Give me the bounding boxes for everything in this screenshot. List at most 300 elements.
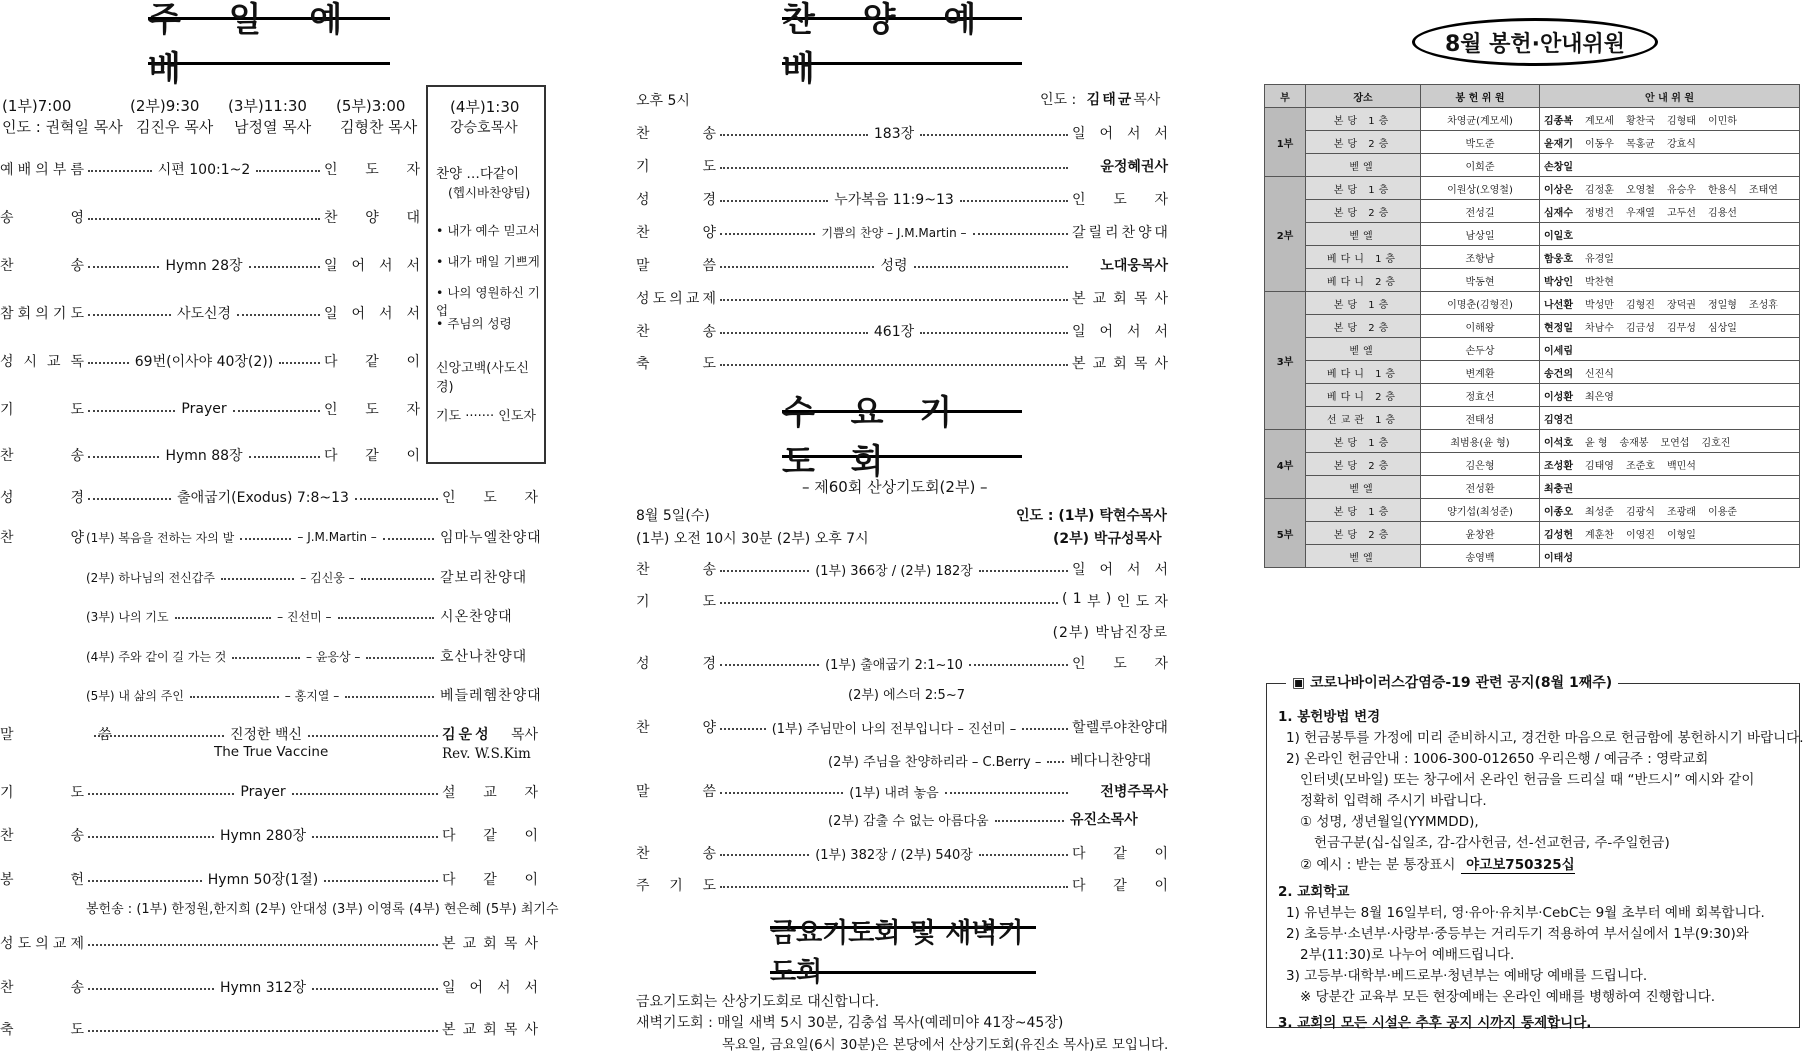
guide-name: 함웅호 [1544, 253, 1573, 265]
row-role: 일 어 서 서 [1072, 562, 1168, 578]
row-label: 참 회 의 기 도 [0, 306, 84, 322]
row-label: 말 씀 [636, 258, 716, 274]
dot-leader [279, 362, 320, 364]
row-content: 누가복음 11:9~13 [834, 192, 954, 208]
guide-name: 윤재기 [1544, 138, 1573, 150]
dot-leader [312, 988, 438, 990]
order-row [0, 398, 420, 420]
row-role: 다 같 이 [1072, 878, 1168, 894]
dot-leader [88, 170, 152, 172]
order-row [636, 320, 1168, 342]
row-content: 461장 [873, 324, 915, 340]
place-cell: 본당 1층 [1306, 177, 1421, 200]
anthem-composer: – 김신웅 – [300, 570, 355, 585]
guides-cell [1540, 177, 1800, 200]
guide-name: 이영진 [1625, 529, 1655, 541]
fourth-item: 기도 ······· 인도자 [436, 409, 536, 424]
row-label: 기 도 [636, 159, 716, 175]
guide-name: 이일호 [1544, 230, 1573, 242]
row-label: 성 시 교 독 [0, 354, 84, 370]
dot-leader [720, 266, 874, 268]
dot-leader [361, 578, 434, 580]
row-label: 성 도 의 교 제 [0, 936, 84, 952]
guide-name: 나선환 [1544, 299, 1573, 311]
notice-line: ① 성명, 생년월일(YYMMDD), [1300, 814, 1479, 830]
guides-cell [1540, 200, 1800, 223]
order-row [0, 932, 538, 954]
guide-name: 이민하 [1707, 115, 1737, 127]
place-cell: 베다니 1층 [1306, 361, 1421, 384]
place-cell: 본당 2층 [1306, 453, 1421, 476]
row-role: 찬 양 대 [324, 210, 420, 226]
dot-leader [233, 410, 320, 412]
dot-leader [720, 299, 1068, 301]
dot-leader [720, 364, 1068, 366]
friday-line-3: 목요일, 금요일(6시 30분)은 본당에서 산상기도회(유진소 목사)로 모입니다. [722, 1037, 1169, 1053]
guide-name: 김호진 [1701, 437, 1731, 449]
sunday-time-3: (3부)11:30 [228, 97, 307, 115]
guide-name: 신진식 [1584, 368, 1614, 380]
preacher-name: 김운성 [442, 727, 492, 743]
place-cell: 본당 1층 [1306, 430, 1421, 453]
row-role: 본 교 회 목 사 [1072, 291, 1168, 307]
row-label: 축 도 [636, 356, 716, 372]
place-cell: 본당 2층 [1306, 200, 1421, 223]
anthem-choir: 베들레헴찬양대 [440, 688, 542, 704]
guide-name: 장덕권 [1666, 299, 1696, 311]
fourth-service-box [426, 85, 546, 464]
guides-cell [1540, 338, 1800, 361]
dot-leader [190, 696, 279, 698]
dot-leader [720, 728, 766, 730]
row-content: Hymn 28장 [165, 258, 243, 274]
notice-line: 1) 헌금봉투를 가정에 미리 준비하시고, 경건한 마음으로 헌금함에 봉헌하시기 바랍니다. [1286, 730, 1803, 746]
guide-name: 이성환 [1544, 391, 1573, 403]
order-row [636, 716, 1168, 738]
notice-line: 정확히 입력해 주시기 바랍니다. [1300, 793, 1487, 809]
row-label: 기 도 [0, 785, 84, 801]
leader-name: 김태균 [1086, 92, 1134, 108]
row-label: 송 영 [0, 210, 84, 226]
row-content: (1부) 366장 / (2부) 182장 [815, 563, 973, 579]
notice-line: ※ 당분간 교육부 모든 현장예배는 온라인 예배를 병행하여 진행합니다. [1300, 989, 1716, 1005]
service-cell: 5부 [1265, 499, 1306, 568]
guide-name: 한용식 [1707, 184, 1737, 196]
row-role: 인 도 자 [1072, 192, 1168, 208]
order-row [0, 824, 538, 846]
guides-cell [1540, 453, 1800, 476]
row-content: 69번(이사야 40장(2)) [134, 354, 274, 370]
leader-suffix: 목사 [1133, 92, 1161, 108]
table-row [1265, 361, 1800, 384]
dot-leader [720, 664, 819, 666]
order-row-cont [826, 749, 1168, 771]
row-role: 본 교 회 목 사 [442, 1022, 538, 1038]
offering-cell: 이원상(오영철) [1421, 177, 1540, 200]
dot-leader [720, 233, 815, 235]
ushers-column [1262, 0, 1802, 1049]
service-cell: 4부 [1265, 430, 1306, 499]
order-row [636, 254, 1168, 276]
row-role: 인 도 자 [442, 490, 538, 506]
sunday-time-1: (1부)7:00 [2, 97, 72, 115]
order-row [0, 868, 538, 890]
notice-title: ▣ 코로나바이러스감염증-19 관련 공지(8월 1째주) [1286, 672, 1618, 692]
guide-name: 강효식 [1666, 138, 1696, 150]
dot-leader [720, 792, 843, 794]
row-role: 윤정혜권사 [1100, 159, 1168, 175]
table-row [1265, 154, 1800, 177]
row-role: 인 도 자 [1072, 656, 1169, 672]
dot-leader [720, 167, 1068, 169]
order-row-cont [846, 682, 1046, 704]
row-role: 다 같 이 [324, 354, 420, 370]
wednesday-subtitle: – 제60회 산상기도회(2부) – [802, 478, 988, 496]
order-row [0, 206, 420, 228]
offering-cell: 전성길 [1421, 200, 1540, 223]
notice-line: 2. 교회학교 [1278, 884, 1350, 900]
offering-cell: 차영균(계모세) [1421, 108, 1540, 131]
fourth-item: • 주님의 성령 [436, 316, 512, 331]
row-role: 다 같 이 [442, 872, 538, 888]
anthem-composer: – 윤응상 – [306, 649, 361, 664]
guide-name: 황찬국 [1625, 115, 1655, 127]
order-row [636, 842, 1168, 864]
row-role: 베다니찬양대 [1070, 753, 1152, 769]
guides-cell [1540, 154, 1800, 177]
offering-cell: 변계환 [1421, 361, 1540, 384]
dot-leader [979, 854, 1068, 856]
sunday-service-column [0, 0, 559, 1049]
row-label: 성 경 [0, 490, 84, 506]
guide-name: 박상인 [1544, 276, 1573, 288]
dot-leader [292, 793, 438, 795]
guide-name: 이동우 [1584, 138, 1614, 150]
order-row [636, 122, 1168, 144]
row-content: (1부) 내려 놓음 [849, 785, 939, 801]
order-row [636, 155, 1168, 177]
row-label: 성 경 [636, 192, 716, 208]
order-row [0, 976, 538, 998]
guide-name: 김금성 [1625, 322, 1655, 334]
dot-leader [366, 657, 434, 659]
sunday-leader-1: 인도 : 권혁일 목사 [2, 118, 123, 136]
row-content: 기쁨의 찬양 – J.M.Martin – [821, 225, 967, 240]
guides-cell [1540, 384, 1800, 407]
dot-leader [355, 498, 438, 500]
sunday-title [148, 0, 390, 89]
guide-name: 오영철 [1625, 184, 1655, 196]
offering-cell: 전태성 [1421, 407, 1540, 430]
dot-leader [88, 880, 202, 882]
row-label: 찬 양 [0, 530, 84, 546]
guide-name: 박성만 [1584, 299, 1614, 311]
table-row [1265, 338, 1800, 361]
place-cell: 벧엘 [1306, 476, 1421, 499]
place-cell: 본당 1층 [1306, 108, 1421, 131]
place-cell: 벧엘 [1306, 338, 1421, 361]
guides-cell [1540, 131, 1800, 154]
dot-leader [256, 170, 320, 172]
fourth-leader: 강승호목사 [450, 120, 518, 136]
guides-cell [1540, 430, 1800, 453]
row-role: 일 어 서 서 [324, 306, 420, 322]
sunday-sermon-row [0, 723, 538, 745]
anthem-composer: – J.M.Martin – [297, 530, 377, 544]
row-role: 설 교 자 [442, 785, 538, 801]
guide-name: 계훈찬 [1584, 529, 1614, 541]
anthem-title: (2부) 하나님의 전신갑주 [86, 570, 215, 585]
praise-title-text: 찬 양 예 배 [782, 0, 995, 89]
order-row [636, 874, 1168, 896]
sermon-preacher [442, 724, 538, 744]
dot-leader [720, 602, 1058, 604]
guide-name: 유승우 [1666, 184, 1696, 196]
notice-line: 2) 초등부·소년부·사랑부·중등부는 거리두기 적용하여 부서실에서 1부(9:30)와 [1286, 926, 1749, 942]
guides-cell [1540, 361, 1800, 384]
guide-name: 고두선 [1666, 207, 1696, 219]
guide-name: 심상일 [1707, 322, 1737, 334]
row-content: Hymn 88장 [165, 448, 243, 464]
offering-cell: 이명춘(김형진) [1421, 292, 1540, 315]
place-cell: 본당 1층 [1306, 292, 1421, 315]
place-cell: 본당 2층 [1306, 315, 1421, 338]
place-cell: 베다니 2층 [1306, 269, 1421, 292]
row-role: 인 도 자 [324, 162, 421, 178]
dot-leader [88, 944, 438, 946]
order-row [636, 780, 1168, 802]
order-row [0, 486, 538, 508]
guide-name: 현정일 [1544, 322, 1573, 334]
row-label: 찬 송 [0, 258, 84, 274]
row-content: 출애굽기(Exodus) 7:8~13 [177, 490, 349, 506]
order-row [0, 158, 420, 180]
wednesday-leader-1: 인도 : (1부) 탁현수목사 [1016, 508, 1167, 524]
dot-leader [88, 266, 159, 268]
guide-name: 조태연 [1748, 184, 1778, 196]
friday-line-2: 새벽기도회 : 매일 새벽 5시 30분, 김충섭 목사(예레미야 41장~45장) [636, 1015, 1064, 1031]
dot-leader [324, 880, 438, 882]
row-content: Hymn 50장(1절) [207, 872, 319, 888]
guide-name: 백민석 [1666, 460, 1696, 472]
dot-leader [383, 538, 434, 540]
wednesday-time: (1부) 오전 10시 30분 (2부) 오후 7시 [636, 531, 869, 547]
row-label: 찬 송 [0, 448, 84, 464]
order-row [636, 221, 1168, 243]
offering-cell: 최범용(윤 형) [1421, 430, 1540, 453]
sunday-leader-5: 김형찬 목사 [340, 118, 418, 136]
notice-line: 2) 온라인 헌금안내 : 1006-300-012650 우리은행 / 예금주 : 영락교회 [1286, 751, 1709, 767]
row-role: 본 교 회 목 사 [1072, 356, 1168, 372]
guides-cell [1540, 269, 1800, 292]
dot-leader [249, 456, 320, 458]
guide-name: 이석호 [1544, 437, 1573, 449]
col-header: 장소 [1306, 85, 1421, 108]
offering-cell: 양기섭(최성준) [1421, 499, 1540, 522]
fourth-time: (4부)1:30 [450, 98, 520, 116]
anthem-row [0, 684, 542, 706]
row-label: 말 씀 [0, 727, 152, 743]
table-row [1265, 246, 1800, 269]
guide-name: 조준호 [1625, 460, 1655, 472]
row-label: 찬 송 [636, 324, 716, 340]
notice-line: ② 예시 : 받는 분 통장표시 야고보750325십 [1300, 857, 1575, 873]
wednesday-leader-2: (2부) 박규성목사 [1053, 531, 1162, 547]
sermon-title-en: The True Vaccine [214, 744, 329, 760]
offering-cell: 박동현 [1421, 269, 1540, 292]
row-role: 다 같 이 [442, 828, 538, 844]
row-label: 찬 송 [636, 846, 716, 862]
offering-cell: 정효선 [1421, 384, 1540, 407]
service-cell: 3부 [1265, 292, 1306, 430]
guide-name: 이상은 [1544, 184, 1573, 196]
guide-name: 김무성 [1666, 322, 1696, 334]
table-row [1265, 545, 1800, 568]
dot-leader [312, 836, 438, 838]
praise-time: 오후 5시 [636, 93, 690, 109]
guide-name: 최충권 [1544, 483, 1573, 495]
row-role: 노대웅목사 [1100, 258, 1168, 274]
guide-name: 심재수 [1544, 207, 1573, 219]
dot-leader [88, 456, 159, 458]
guide-name: 김광식 [1625, 506, 1655, 518]
row-role: 본 교 회 목 사 [442, 936, 538, 952]
table-row [1265, 269, 1800, 292]
guide-name: 계모세 [1584, 115, 1614, 127]
row-role: ( 1 부 ) 인 도 자 [1062, 591, 1168, 610]
guides-cell [1540, 292, 1800, 315]
preacher-suffix: 목사 [510, 727, 539, 743]
row-label: 찬 송 [636, 562, 716, 578]
dot-leader [720, 134, 868, 136]
fourth-item: • 내가 예수 믿고서 [436, 223, 540, 238]
dot-leader [345, 696, 434, 698]
guide-name: 송건의 [1544, 368, 1573, 380]
guide-name: 이용준 [1707, 506, 1737, 518]
order-row [0, 781, 538, 803]
dot-leader [1047, 761, 1064, 763]
notice-line: 인터넷(모바일) 또는 창구에서 온라인 헌금을 드리실 때 “반드시” 예시와 같이 [1300, 772, 1755, 788]
anthem-title: (3부) 나의 기도 [86, 609, 169, 624]
row-label: 주 기 도 [636, 878, 716, 894]
anthem-composer: – 홍지열 – [284, 688, 340, 703]
notice-line: 2부(11:30)로 나누어 예배드립니다. [1300, 947, 1515, 963]
dot-leader [237, 314, 320, 316]
offering-cell: 송영백 [1421, 545, 1540, 568]
wednesday-title-text: 수 요 기 도 회 [782, 393, 965, 482]
guide-name: 송재봉 [1619, 437, 1649, 449]
notice-line: 1. 봉헌방법 변경 [1278, 709, 1381, 725]
example-account-label: 야고보750325십 [1461, 857, 1575, 873]
table-row [1265, 522, 1800, 545]
guide-name: 윤 형 [1584, 437, 1608, 449]
service-cell: 2부 [1265, 177, 1306, 292]
place-cell: 본당 1층 [1306, 499, 1421, 522]
row-role: (2부) 박남진장로 [1052, 625, 1168, 641]
offering-cell: 이해왕 [1421, 315, 1540, 338]
order-row-cont [826, 808, 1168, 830]
guide-name: 김영건 [1544, 414, 1573, 426]
dot-leader [88, 410, 175, 412]
guides-cell [1540, 545, 1800, 568]
col-header: 부 [1265, 85, 1306, 108]
dot-leader [1022, 728, 1068, 730]
offering-cell: 이희준 [1421, 154, 1540, 177]
row-content: (2부) 에스더 2:5~7 [848, 687, 965, 703]
place-cell: 베다니 1층 [1306, 246, 1421, 269]
order-row [636, 287, 1168, 309]
table-row [1265, 407, 1800, 430]
dot-leader [920, 134, 1068, 136]
dot-leader [720, 854, 809, 856]
table-row [1265, 453, 1800, 476]
anthem-row [0, 645, 538, 667]
row-content: 성령 [880, 258, 908, 274]
table-row [1265, 292, 1800, 315]
order-row [0, 350, 420, 372]
place-cell: 벧엘 [1306, 545, 1421, 568]
dot-leader [720, 886, 1068, 888]
place-cell: 본당 2층 [1306, 522, 1421, 545]
order-row [636, 188, 1168, 210]
row-label: 성 경 [636, 656, 716, 672]
guides-cell [1540, 476, 1800, 499]
ushers-title-text: 8월 봉헌·안내위원 [1444, 31, 1626, 57]
praise-leader [1040, 89, 1160, 109]
dot-leader [221, 578, 294, 580]
row-role: 일 어 서 서 [1072, 126, 1168, 142]
dot-leader [920, 332, 1068, 334]
dot-leader [945, 792, 1068, 794]
dot-leader [88, 218, 320, 220]
order-row [0, 444, 420, 466]
dot-leader [249, 266, 320, 268]
dot-leader [979, 570, 1068, 572]
order-row [636, 352, 1168, 374]
guide-name: 박찬현 [1584, 276, 1614, 288]
row-label: 찬 송 [0, 828, 84, 844]
order-row [0, 254, 420, 276]
dot-leader [88, 988, 214, 990]
dot-leader [88, 793, 234, 795]
dot-leader [914, 266, 1068, 268]
dot-leader [88, 362, 129, 364]
row-content: (2부) 감출 수 없는 아름다움 [828, 813, 989, 829]
dot-leader [88, 1030, 438, 1032]
guide-name: 최성준 [1584, 506, 1614, 518]
sunday-leader-3: 남정열 목사 [234, 118, 312, 136]
guides-cell [1540, 108, 1800, 131]
guide-name: 김성헌 [1544, 529, 1573, 541]
dot-leader [308, 735, 438, 737]
middle-column [636, 0, 1169, 1053]
row-label: 말 씀 [636, 784, 716, 800]
dot-leader [94, 735, 224, 737]
guides-cell [1540, 223, 1800, 246]
offering-cell: 김은형 [1421, 453, 1540, 476]
sunday-title-text: 주 일 예 배 [148, 0, 361, 89]
dot-leader [720, 570, 809, 572]
fourth-item: (헵시바찬양팀) [448, 185, 531, 200]
dot-leader [969, 664, 1068, 666]
guide-name: 정일형 [1707, 299, 1737, 311]
offering-cell: 박도준 [1421, 131, 1540, 154]
notice-line: 3. 교회의 모든 시설은 추후 공지 시까지 통제합니다. [1278, 1015, 1592, 1031]
row-label: 예 배 의 부 름 [0, 162, 84, 178]
place-cell: 선교관 1층 [1306, 407, 1421, 430]
fourth-item: 신앙고백(사도신경) [436, 361, 529, 395]
guides-cell [1540, 315, 1800, 338]
